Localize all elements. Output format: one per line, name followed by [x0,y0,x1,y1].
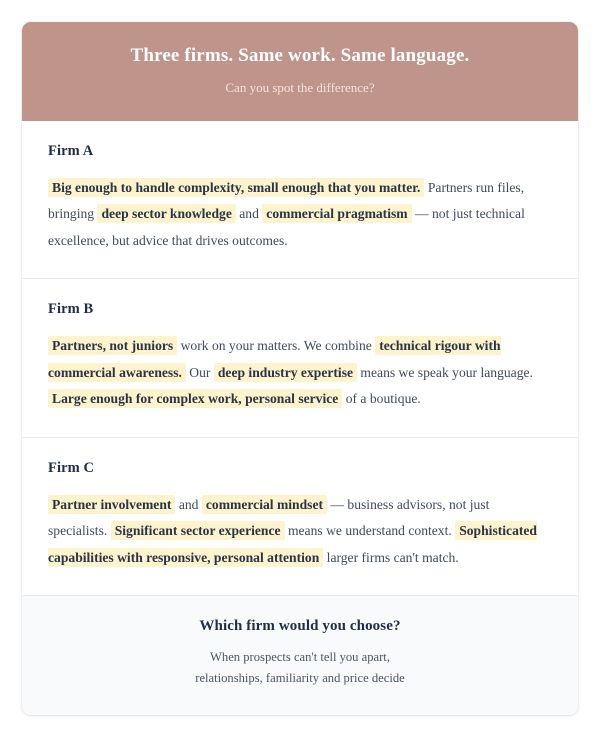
comparison-card [22,22,578,715]
highlighted-phrase: Large enough for complex work, personal service [48,389,342,408]
body-text: and [175,496,202,512]
firm-section [22,121,578,279]
firm-section [22,437,578,596]
card-header [22,22,578,121]
page-title: Three firms. Same work. Same language. [130,45,470,66]
firm-name: Firm C [48,459,95,476]
firm-name: Firm A [48,142,94,159]
footer-note [48,647,552,689]
body-text: Our [185,364,214,380]
body-text: means we speak your language. [357,364,533,380]
body-text: — business advisors, not just specialists. [48,496,490,539]
firm-description [48,175,552,255]
body-text: — not just technical excellence, but advice that drives outcomes. [48,206,525,248]
highlighted-phrase: deep industry expertise [214,363,357,382]
firm-list [22,121,578,596]
highlighted-phrase: Partners, not juniors [48,336,177,355]
highlighted-phrase: commercial mindset [202,495,327,514]
footer-note-line-2: relationships, familiarity and price decide [195,670,405,685]
highlighted-phrase: deep sector knowledge [97,204,235,223]
highlighted-phrase: technical rigour with commercial awareness. [48,338,501,380]
body-text: work on your matters. We combine [177,338,376,354]
highlighted-phrase: Partner involvement [48,495,175,514]
footer-note-line-1: When prospects can't tell you apart, [210,650,390,665]
highlighted-phrase: Significant sector experience [111,521,285,540]
highlighted-phrase: Big enough to handle complexity, small enough that you matter. [48,178,424,197]
firm-description [48,492,552,572]
firm-section [22,278,578,437]
highlighted-phrase: Sophisticated capabilities with responsive, personal attention [48,523,537,565]
body-text: of a boutique. [342,391,421,407]
body-text: and [235,206,263,222]
header-subtitle: Can you spot the difference? [225,79,375,95]
highlighted-phrase: commercial pragmatism [262,204,411,223]
firm-name: Firm B [48,301,94,318]
body-text: means we understand context. [284,523,456,539]
footer-question: Which firm would you choose? [199,618,401,635]
firm-description [48,333,552,413]
body-text: Partners run files, bringing [48,179,525,222]
card-footer [22,595,578,715]
body-text: larger firms can't match. [323,549,459,565]
